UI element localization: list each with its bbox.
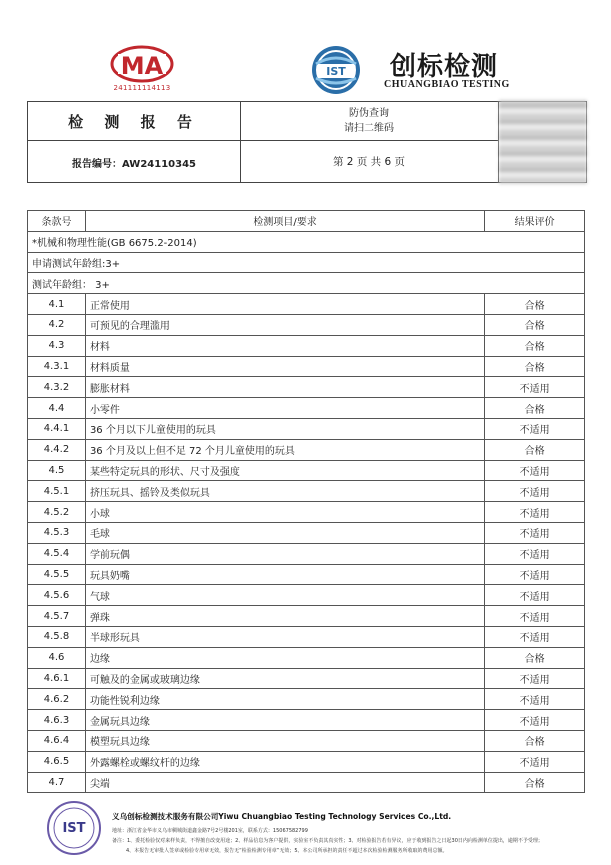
table-row — [28, 314, 585, 335]
clause-cell: 4.5.2 — [28, 502, 86, 523]
clause-cell: 4.5.4 — [28, 543, 86, 564]
result-cell: 不适用 — [485, 543, 585, 564]
table-row — [28, 710, 585, 731]
clause-cell: 4.4 — [28, 398, 86, 419]
table-row — [28, 502, 585, 523]
result-cell: 合格 — [485, 772, 585, 793]
cma-logo — [104, 44, 180, 96]
item-cell: 小零件 — [85, 398, 484, 419]
clause-cell: 4.5.6 — [28, 585, 86, 606]
result-cell: 合格 — [485, 335, 585, 356]
result-cell: 不适用 — [485, 751, 585, 772]
footer-logo-text: IST — [62, 821, 86, 836]
table-row — [28, 460, 585, 481]
section-row — [28, 231, 585, 252]
apply-age-row — [28, 252, 585, 273]
table-row — [28, 356, 585, 377]
item-cell: 膨胀材料 — [85, 377, 484, 398]
clause-cell: 4.4.2 — [28, 439, 86, 460]
test-results-table — [27, 210, 585, 793]
section-title: *机械和物理性能(GB 6675.2-2014) — [28, 231, 585, 252]
item-cell: 材料质量 — [85, 356, 484, 377]
result-cell: 合格 — [485, 730, 585, 751]
item-cell: 36 个月以下儿童使用的玩具 — [85, 418, 484, 439]
result-cell: 不适用 — [485, 606, 585, 627]
item-cell: 某些特定玩具的形状、尺寸及强度 — [85, 460, 484, 481]
table-row — [28, 377, 585, 398]
item-cell: 外露螺栓或螺纹杆的边缘 — [85, 751, 484, 772]
table-row — [28, 626, 585, 647]
result-cell: 不适用 — [485, 710, 585, 731]
ist-logo-text: IST — [326, 65, 346, 78]
table-row — [28, 481, 585, 502]
table-row — [28, 398, 585, 419]
test-age-row — [28, 273, 585, 294]
clause-cell: 4.3.1 — [28, 356, 86, 377]
ist-globe-icon — [310, 44, 362, 96]
item-cell: 毛球 — [85, 522, 484, 543]
anti-fake-line2: 请扫二维码 — [344, 123, 394, 134]
footer-notes-2: 4、本报告无审批人签章或检验专用章无效，报告无“检验检测专用章”无效；5、本公司所承担的责任不超过本次检验检测服务所收取的费用总额。 — [126, 848, 448, 854]
table-row — [28, 543, 585, 564]
item-cell: 尖端 — [85, 772, 484, 793]
table-row — [28, 418, 585, 439]
table-row — [28, 335, 585, 356]
result-cell: 不适用 — [485, 564, 585, 585]
item-cell: 弹珠 — [85, 606, 484, 627]
table-row — [28, 647, 585, 668]
result-cell: 合格 — [485, 356, 585, 377]
item-cell: 小球 — [85, 502, 484, 523]
footer-company: 义乌创标检测技术服务有限公司Yiwu Chuangbiao Testing Technology Services Co.,Ltd. — [112, 812, 452, 821]
result-cell: 合格 — [485, 398, 585, 419]
report-title: 检 测 报 告 — [68, 112, 200, 131]
result-cell: 合格 — [485, 439, 585, 460]
result-cell: 不适用 — [485, 418, 585, 439]
clause-cell: 4.6.2 — [28, 689, 86, 710]
brand-name-en: CHUANGBIAO TESTING — [384, 79, 510, 90]
item-cell: 可触及的金属或玻璃边缘 — [85, 668, 484, 689]
brand-name-cn: 创标检测 — [390, 52, 499, 82]
table-row — [28, 730, 585, 751]
clause-cell: 4.2 — [28, 314, 86, 335]
item-cell: 气球 — [85, 585, 484, 606]
item-cell: 玩具奶嘴 — [85, 564, 484, 585]
result-cell: 合格 — [485, 314, 585, 335]
result-cell: 不适用 — [485, 689, 585, 710]
qr-code-blurred[interactable] — [499, 100, 587, 184]
table-row — [28, 564, 585, 585]
table-row — [28, 439, 585, 460]
result-cell: 不适用 — [485, 668, 585, 689]
result-cell: 不适用 — [485, 502, 585, 523]
item-cell: 边缘 — [85, 647, 484, 668]
header-clause: 条款号 — [28, 211, 86, 232]
item-cell: 材料 — [85, 335, 484, 356]
table-row — [28, 522, 585, 543]
clause-cell: 4.5.7 — [28, 606, 86, 627]
clause-cell: 4.4.1 — [28, 418, 86, 439]
anti-fake-info — [240, 102, 498, 140]
item-cell: 36 个月及以上但不足 72 个月儿童使用的玩具 — [85, 439, 484, 460]
clause-cell: 4.3 — [28, 335, 86, 356]
result-cell: 合格 — [485, 647, 585, 668]
result-cell: 不适用 — [485, 626, 585, 647]
clause-cell: 4.3.2 — [28, 377, 86, 398]
footer-notes-1: 备注：1、委托检验仅对来样负责，不得擅自改变用途；2、样品信息为客户提供，实验室不负责其真实性；3、对检验报告若有异议，应于收到报告之日起30日内向检测单位提出，逾期不予受理； — [112, 838, 543, 844]
footer-logo — [46, 800, 102, 856]
clause-cell: 4.6.4 — [28, 730, 86, 751]
item-cell: 可预见的合理滥用 — [85, 314, 484, 335]
item-cell: 半球形玩具 — [85, 626, 484, 647]
clause-cell: 4.5.3 — [28, 522, 86, 543]
result-cell: 不适用 — [485, 460, 585, 481]
clause-cell: 4.6.3 — [28, 710, 86, 731]
footer-ist-seal-icon — [46, 800, 102, 856]
item-cell: 挤压玩具、摇铃及类似玩具 — [85, 481, 484, 502]
result-cell: 不适用 — [485, 585, 585, 606]
item-cell: 正常使用 — [85, 294, 484, 315]
page-info: 第 2 页 共 6 页 — [332, 155, 406, 168]
table-row — [28, 772, 585, 793]
item-cell: 模塑玩具边缘 — [85, 730, 484, 751]
table-row — [28, 668, 585, 689]
header-item: 检测项目/要求 — [85, 211, 484, 232]
item-cell: 功能性锐利边缘 — [85, 689, 484, 710]
test-age: 测试年龄组： 3+ — [28, 273, 585, 294]
clause-cell: 4.5.8 — [28, 626, 86, 647]
cma-number: 241111114113 — [113, 84, 171, 92]
clause-cell: 4.6.5 — [28, 751, 86, 772]
footer-address: 地址：浙江省金华市义乌市稠城街道鑫金路7号2号楼201室，联系方式：15067582799 — [112, 828, 308, 834]
cma-logo-text: MA — [120, 52, 164, 80]
result-cell: 合格 — [485, 294, 585, 315]
table-row — [28, 689, 585, 710]
result-cell: 不适用 — [485, 481, 585, 502]
table-row — [28, 751, 585, 772]
table-row — [28, 606, 585, 627]
clause-cell: 4.5.1 — [28, 481, 86, 502]
table-header-row — [28, 211, 585, 232]
clause-cell: 4.6 — [28, 647, 86, 668]
result-cell: 不适用 — [485, 377, 585, 398]
clause-cell: 4.7 — [28, 772, 86, 793]
clause-cell: 4.5 — [28, 460, 86, 481]
item-cell: 学前玩偶 — [85, 543, 484, 564]
anti-fake-line1: 防伪查询 — [349, 108, 389, 119]
apply-age: 申请测试年龄组:3+ — [28, 252, 585, 273]
result-cell: 不适用 — [485, 522, 585, 543]
table-row — [28, 294, 585, 315]
cma-emblem-icon — [104, 44, 180, 84]
report-number: 报告编号：AW24110345 — [72, 158, 196, 170]
clause-cell: 4.6.1 — [28, 668, 86, 689]
clause-cell: 4.1 — [28, 294, 86, 315]
clause-cell: 4.5.5 — [28, 564, 86, 585]
header-result: 结果评价 — [485, 211, 585, 232]
table-row — [28, 585, 585, 606]
ist-logo — [310, 44, 362, 96]
item-cell: 金属玩具边缘 — [85, 710, 484, 731]
